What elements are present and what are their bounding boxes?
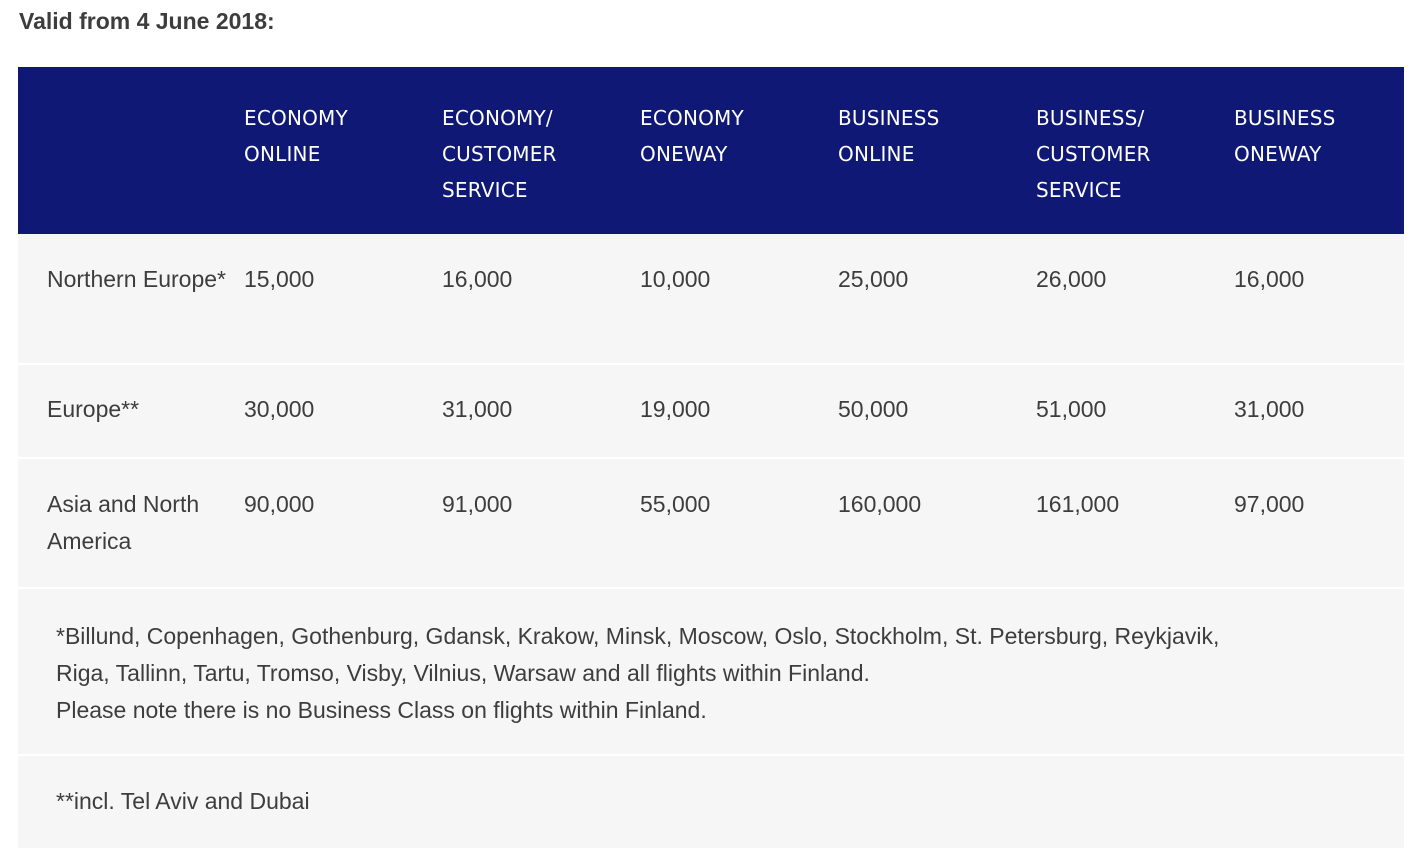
column-header-business-oneway: BUSINESS ONEWAY (1234, 106, 1336, 166)
validity-heading: Valid from 4 June 2018: (19, 8, 275, 34)
value-cell: 19,000 (640, 396, 711, 422)
table-row-europe (18, 363, 1404, 457)
value-cell: 31,000 (442, 396, 513, 422)
footnote-text: *Billund, Copenhagen, Gothenburg, Gdansk, Krakow, Minsk, Moscow, Oslo, Stockholm, St. Petersburg, Reykjavik, Riga, Tallinn, Tartu, Tromso, Visby, Vilnius, Warsaw and all flights within Finland. Please note there is no Business Class on flights within Finland. (56, 623, 1220, 723)
value-cell: 15,000 (244, 266, 315, 292)
column-header-business-customer-service: BUSINESS/ CUSTOMER SERVICE (1036, 106, 1151, 202)
footnote-text: **incl. Tel Aviv and Dubai (56, 788, 310, 814)
region-cell: Asia and North America (47, 491, 200, 554)
value-cell: 25,000 (838, 266, 909, 292)
column-header-business-online: BUSINESS ONLINE (838, 106, 940, 166)
value-cell: 31,000 (1234, 396, 1305, 422)
award-points-table (18, 67, 1404, 848)
region-cell: Europe** (47, 396, 140, 422)
value-cell: 161,000 (1036, 491, 1120, 517)
value-cell: 160,000 (838, 491, 922, 517)
value-cell: 55,000 (640, 491, 711, 517)
footnote-row-northern-europe (18, 587, 1404, 754)
value-cell: 91,000 (442, 491, 513, 517)
column-header-economy-customer-service: ECONOMY/ CUSTOMER SERVICE (442, 106, 557, 202)
value-cell: 90,000 (244, 491, 315, 517)
value-cell: 16,000 (1234, 266, 1305, 292)
footnote-row-europe (18, 754, 1404, 848)
value-cell: 51,000 (1036, 396, 1107, 422)
table-row-asia-north-america (18, 457, 1404, 587)
column-header-economy-oneway: ECONOMY ONEWAY (640, 106, 744, 166)
table-header (18, 67, 1404, 234)
value-cell: 97,000 (1234, 491, 1305, 517)
value-cell: 10,000 (640, 266, 711, 292)
value-cell: 26,000 (1036, 266, 1107, 292)
value-cell: 30,000 (244, 396, 315, 422)
value-cell: 16,000 (442, 266, 513, 292)
column-header-economy-online: ECONOMY ONLINE (244, 106, 348, 166)
table-row-northern-europe (18, 234, 1404, 363)
region-cell: Northern Europe* (47, 266, 226, 292)
value-cell: 50,000 (838, 396, 909, 422)
